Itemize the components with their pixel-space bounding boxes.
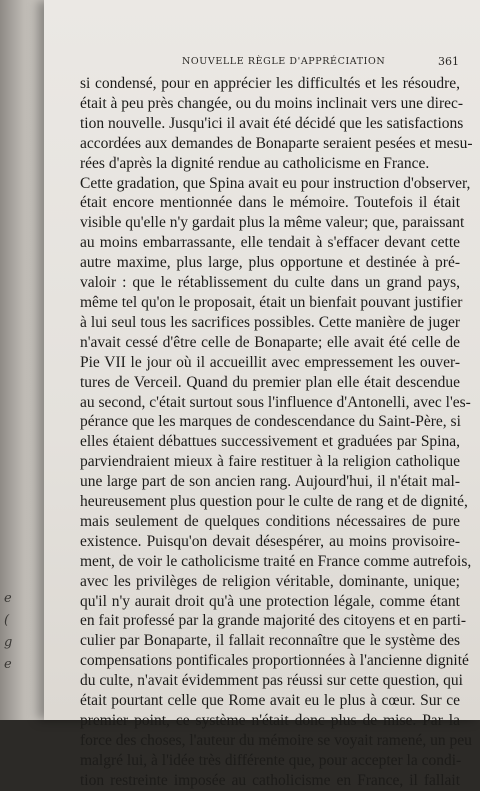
text-line: rées d'après la dignité rendue au catholicisme en France. [80,154,430,172]
text-line: n'avait cessé d'être celle de Bonaparte; elle avait été celle de [80,333,460,351]
text-line: accordées aux demandes de Bonaparte seraient pesées et mesu- [80,134,473,152]
facing-page-fragments [4,588,24,676]
body-text [80,74,473,791]
text-line: culier par Bonaparte, il fallait reconnaître que le système des [80,632,460,650]
text-line: en fait professé par la grande majorité des citoyens et en parti- [80,612,467,630]
text-line: ment, de voir le catholicisme traité en France comme autrefois, [80,552,472,570]
text-line: force des choses, l'auteur du mémoire se voyait ramené, un peu [80,731,472,749]
text-line: au moins embarrassante, elle tendait à s'effacer devant cette [80,234,460,252]
text-line: une large part de son ancien rang. Aujourd'hui, il n'était mal- [80,473,460,491]
text-line: premier point, ce système n'était donc plus de mise. Par la [80,712,460,729]
text-line: qu'il n'y aurait droit qu'à une protection légale, comme étant [80,592,460,610]
text-line: malgré lui, à l'idée très différente que, pour accepter la condi- [80,751,462,769]
margin-mark: ( [4,613,10,628]
text-line: valoir : que le rétablissement du culte dans un grand pays, [80,274,460,292]
page-number: 361 [438,55,459,68]
text-line: Cette gradation, que Spina avait eu pour instruction d'observer, [80,174,471,192]
book-page [44,0,480,789]
text-line: pérance que les marques de condescendance du Saint-Père, si [80,413,461,431]
text-line: avec les privilèges de religion véritable, dominante, unique; [80,572,460,590]
text-line: était pourtant celle que Rome avait eu le plus à cœur. Sur ce [80,692,460,710]
page-header [144,56,459,70]
text-line: était encore mentionnée dans le mémoire. Toutefois il était [80,194,460,212]
margin-mark: e [4,591,12,606]
text-line: au second, c'était surtout sous l'influence d'Antonelli, avec l'es- [80,393,471,411]
text-line: du culte, n'avait évidemment pas réussi sur cette question, qui [80,672,463,690]
text-line: était à peu près changée, ou du moins inclinait vers une direc- [80,94,464,112]
text-line: Pie VII le jour où il accueillit avec empressement les ouver- [80,353,460,371]
text-line: elles étaient débattues successivement et graduées par Spina, [80,433,460,451]
text-line: parviendraient mieux à faire restituer à la religion catholique [80,453,460,471]
text-line: à lui seul tous les sacrifices possibles. Cette manière de juger [80,313,460,331]
text-line: tures de Verceil. Quand du premier plan elle était descendue [80,373,460,391]
text-line: si condensé, pour en apprécier les difficultés et les résoudre, [80,75,460,92]
text-line: visible qu'elle n'y gardait plus la même valeur; que, paraissant [80,214,465,232]
text-line: tion nouvelle. Jusqu'ici il avait été décidé que les satisfactions [80,114,464,132]
text-line: heureusement plus question pour le culte de rang et de dignité, [80,493,468,511]
text-line: autre maxime, plus large, plus opportune et destinée à pré- [80,254,460,272]
text-line: même tel qu'on le proposait, était un bienfait pouvant justifier [80,293,463,311]
margin-mark: g [4,635,13,650]
text-line: tion restreinte imposée au catholicisme en France, il fallait [80,771,460,789]
text-line: compensations pontificales proportionnées à l'ancienne dignité [80,652,469,670]
margin-mark: e [4,657,12,672]
text-line: mais seulement de quelques conditions nécessaires de pure [80,512,460,530]
running-head: NOUVELLE RÈGLE D'APPRÉCIATION [182,56,386,67]
text-line: existence. Puisqu'on devait désespérer, au moins provisoire- [80,532,460,550]
